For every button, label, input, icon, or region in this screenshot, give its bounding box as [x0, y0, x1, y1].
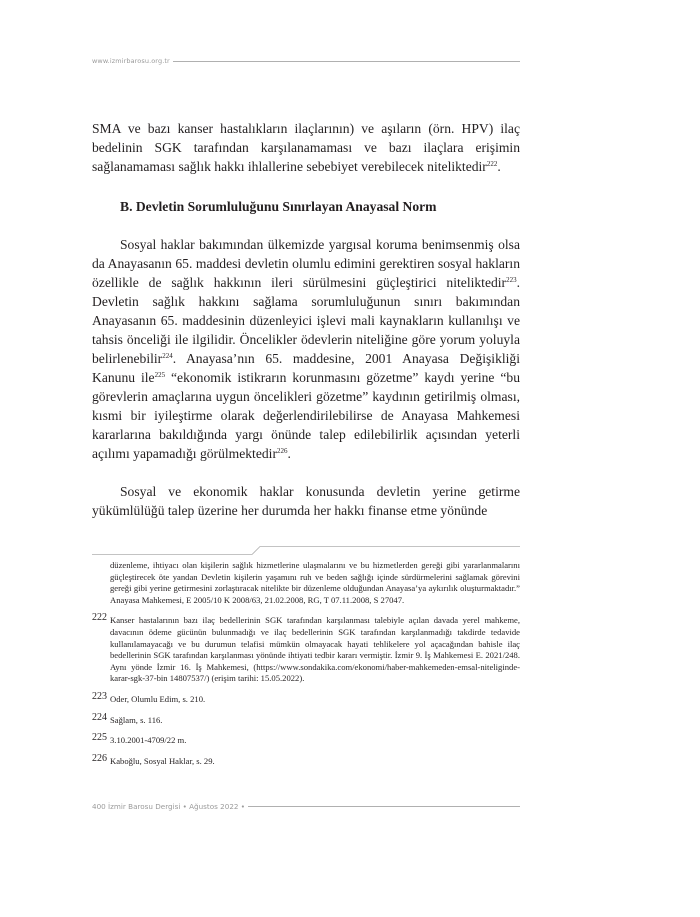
- footnote-text: Sağlam, s. 116.: [110, 714, 163, 725]
- footnote-number: 226: [92, 752, 107, 764]
- footnote-number: 222: [92, 612, 107, 624]
- footer-page-info: 400 İzmir Barosu Dergisi • Ağustos 2022 •: [92, 801, 245, 811]
- main-text: [92, 119, 520, 520]
- footnote-continuation: düzenleme, ihtiyacı olan kişilerin sağlık hizmetlerine ulaşmalarını ve bu hizmetlerden gereği gibi yararlanmalarını güçleştirecek öte yandan Devletin kişilerin yaşamını ruh ve beden sağlığı içinde sürdürmelerini sağlamak görevini gereği gibi yerine getirmesini zorlaştıracak nitelikte bir düzenleme olduğundan Anayasa’ya aykırılık oluşturmaktadır.” Anayasa Mahkemesi, E 2005/10 K 2008/63, 21.02.2008, RG, T 07.11.2008, S 27047.: [110, 560, 520, 605]
- running-footer: [92, 800, 520, 812]
- header-url: www.izmirbarosu.org.tr: [92, 57, 170, 65]
- footnote-text: 3.10.2001-4709/22 m.: [110, 735, 187, 746]
- footnote-225: [92, 732, 520, 747]
- paragraph-1-end: .: [497, 159, 501, 174]
- paragraph-1-text: SMA ve bazı kanser hastalıkların ilaçlarının) ve aşıların (örn. HPV) ilaç bedelinin SGK tarafından karşılanamaması ve bazı ilaçlara erişimin sağlanamaması sağlık hakkı ihlallerine sebebiyet verebilecek niteliktedir: [92, 121, 520, 174]
- footer-rule: [248, 806, 520, 807]
- paragraph-2-text-d: “ekonomik istikrarın korunmasını gözetme” kaydı yerine “bu görevlerin amaçlarına uygun öncelikleri gözetme” kaydının getirilmiş olması, kısmi bir iyileştirme olarak değerlendirilebilirse de Anayasa Mahkemesi kararlarına bakıldığında yargı önünde talep edilebilirlik açısından yeterli açılımı yapamadığı görülmektedir: [92, 370, 520, 461]
- footnote-ref-223[interactable]: 223: [506, 276, 517, 284]
- paragraph-2-text-c: . Anayasa’nın 65. maddesine, 2001 Anayasa Değişikliği Kanunu ile: [92, 351, 520, 385]
- footnote-223: [92, 691, 520, 706]
- paragraph-2-text-a: Sosyal haklar bakımından ülkemizde yargısal koruma benimsenmiş olsa da Anayasanın 65. maddesi devletin olumlu edimini gerektiren sosyal hakların özellikle de sağlık hakkının ileri sürülmesini güçleştirici niteliktedir: [92, 237, 520, 290]
- footnote-text: Oder, Olumlu Edim, s. 210.: [110, 693, 206, 704]
- footnote-ref-226[interactable]: 226: [276, 447, 288, 455]
- footnote-number: 224: [92, 711, 107, 723]
- footnotes: [92, 560, 520, 773]
- paragraph-3: Sosyal ve ekonomik haklar konusunda devletin yerine getirme yükümlülüğü talep üzerine her durumda her hakkı finanse etme yönünde: [92, 484, 520, 518]
- section-heading: B. Devletin Sorumluluğunu Sınırlayan Anayasal Norm: [120, 199, 437, 214]
- paragraph-2-end: .: [287, 446, 291, 461]
- header-rule: [173, 61, 520, 62]
- footnote-224: [92, 712, 520, 727]
- paragraph-2: [92, 235, 520, 463]
- footnote-ref-222[interactable]: 222: [486, 160, 498, 168]
- running-header: [92, 55, 520, 67]
- footnote-text: Kaboğlu, Sosyal Haklar, s. 29.: [110, 755, 215, 766]
- footnote-text: Kanser hastalarının bazı ilaç bedellerinin SGK tarafından karşılanması talebiyle açılan davada yerel mahkeme, davacının ödeme gücünün bulunmadığı ve ilaç bedellerinin SGK tarafından karşılanmadığı takdirde tedavide kullanılamayacağı ve bu durumun telafisi mümkün olmayacak hayati tehlikelere yol açacağından bahisle ilaç bedellerinin SGK tarafından karşılanması yönünde ihtiyati tedbir kararı vermiştir. İzmir 9. İş Mahkemesi E. 2021/248. Aynı yönde İzmir 16. İş Mahkemesi, (https://www.sondakika.com/ekonomi/haber-mahkemeden-emsal-niteliginde-karar-sgk-37-bin 14807537/) (erişim tarihi: 15.05.2022).: [110, 615, 520, 684]
- footnote-ref-225[interactable]: 225: [154, 371, 166, 379]
- footnote-222: [92, 612, 520, 685]
- paragraph-1: [92, 119, 520, 176]
- footnote-226: [92, 753, 520, 768]
- footnote-number: 223: [92, 690, 107, 702]
- paragraph-2-text-b: . Devletin sağlık hakkını sağlama sorumluluğunun sınırı bakımından Anayasanın 65. maddesinin düzenleyici işlevi mali kaynakların kullanılışı ve tahsis önceliği ile ilgilidir. Öncelikler ödevlerin niteliğine göre yorum yoluyla belirlenebilir: [92, 275, 520, 366]
- footnote-number: 225: [92, 732, 107, 744]
- footnote-separator: [92, 545, 520, 555]
- footnote-ref-224[interactable]: 224: [162, 352, 173, 360]
